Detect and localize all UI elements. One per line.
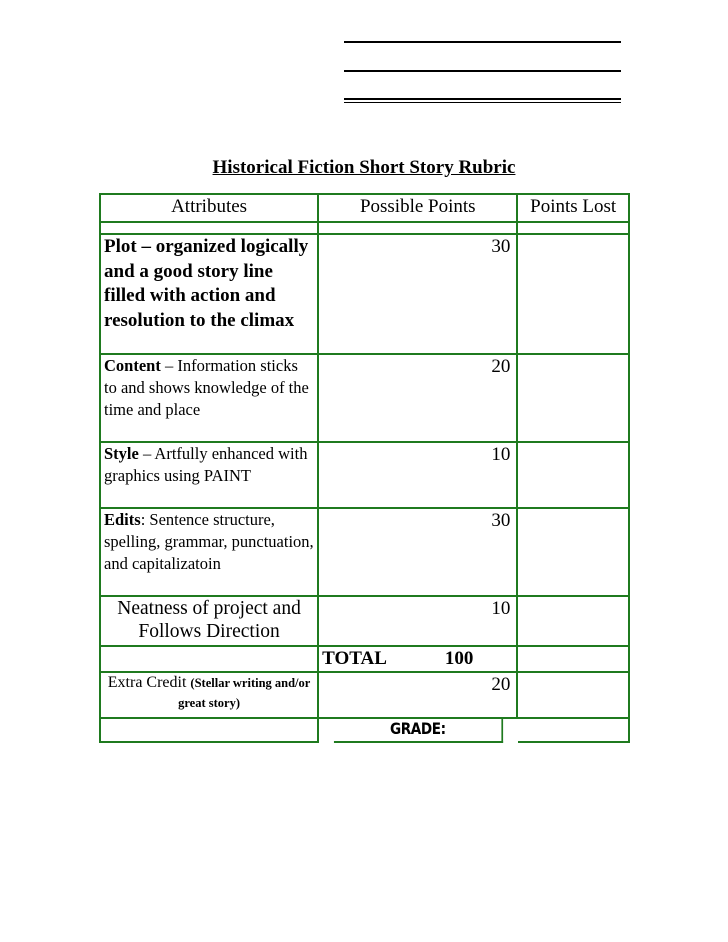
neatness-attribute: Neatness of project and Follows Direction: [101, 597, 319, 647]
style-attribute: [101, 443, 319, 509]
content-attribute: [101, 355, 319, 443]
neatness-points: 10: [319, 597, 518, 647]
header-possible-points: Possible Points: [319, 195, 518, 223]
table-header-row: [101, 195, 630, 223]
content-points-lost: [518, 355, 630, 443]
date-line: [344, 70, 621, 72]
content-label: Content: [104, 356, 161, 375]
grade-label: GRADE:: [334, 719, 503, 743]
extra-credit-note: (Stellar writing and/or great story): [178, 675, 311, 710]
edits-points-lost: [518, 509, 630, 597]
edits-label: Edits: [104, 510, 141, 529]
style-points: 10: [319, 443, 518, 509]
header-points-lost: Points Lost: [518, 195, 630, 223]
period-line: [344, 98, 621, 100]
name-line: [344, 41, 621, 43]
edits-points: 30: [319, 509, 518, 597]
style-points-lost: [518, 443, 630, 509]
plot-attribute: Plot – organized logically and a good story line filled with action and resolution to the climax: [101, 235, 319, 355]
edits-attribute: [101, 509, 319, 597]
extra-credit-points: 20: [319, 673, 518, 719]
plot-points-lost: [518, 235, 630, 355]
table-row-grade: [101, 719, 630, 743]
plot-points: 30: [319, 235, 518, 355]
content-points: 20: [319, 355, 518, 443]
total-label: TOTAL: [322, 648, 387, 669]
table-spacer-row: [101, 223, 630, 235]
style-label: Style: [104, 444, 139, 463]
grade-value: [518, 719, 630, 743]
edits-description: : Sentence structure, spelling, grammar, punctuation, and capitalizatoin: [104, 510, 314, 574]
total-cell: [319, 647, 518, 673]
table-row-content: [101, 355, 630, 443]
rubric-table: [99, 193, 630, 743]
period-line-double: [344, 102, 621, 103]
table-row-plot: [101, 235, 630, 355]
neatness-points-lost: [518, 597, 630, 647]
table-row-total: [101, 647, 630, 673]
extra-credit-label: Extra Credit: [107, 673, 191, 691]
total-points: 100: [444, 648, 474, 669]
table-row-edits: [101, 509, 630, 597]
style-description: – Artfully enhanced with graphics using PAINT: [104, 444, 308, 486]
table-row-neatness: [101, 597, 630, 647]
table-row-extra-credit: [101, 673, 630, 719]
page-title: Historical Fiction Short Story Rubric: [212, 157, 516, 178]
extra-credit-points-lost: [518, 673, 630, 719]
extra-credit-attribute: [101, 673, 319, 719]
total-points-lost: [518, 647, 630, 673]
table-row-style: [101, 443, 630, 509]
header-attributes: Attributes: [101, 195, 319, 223]
content-description: – Information sticks to and shows knowledge of the time and place: [104, 356, 309, 420]
